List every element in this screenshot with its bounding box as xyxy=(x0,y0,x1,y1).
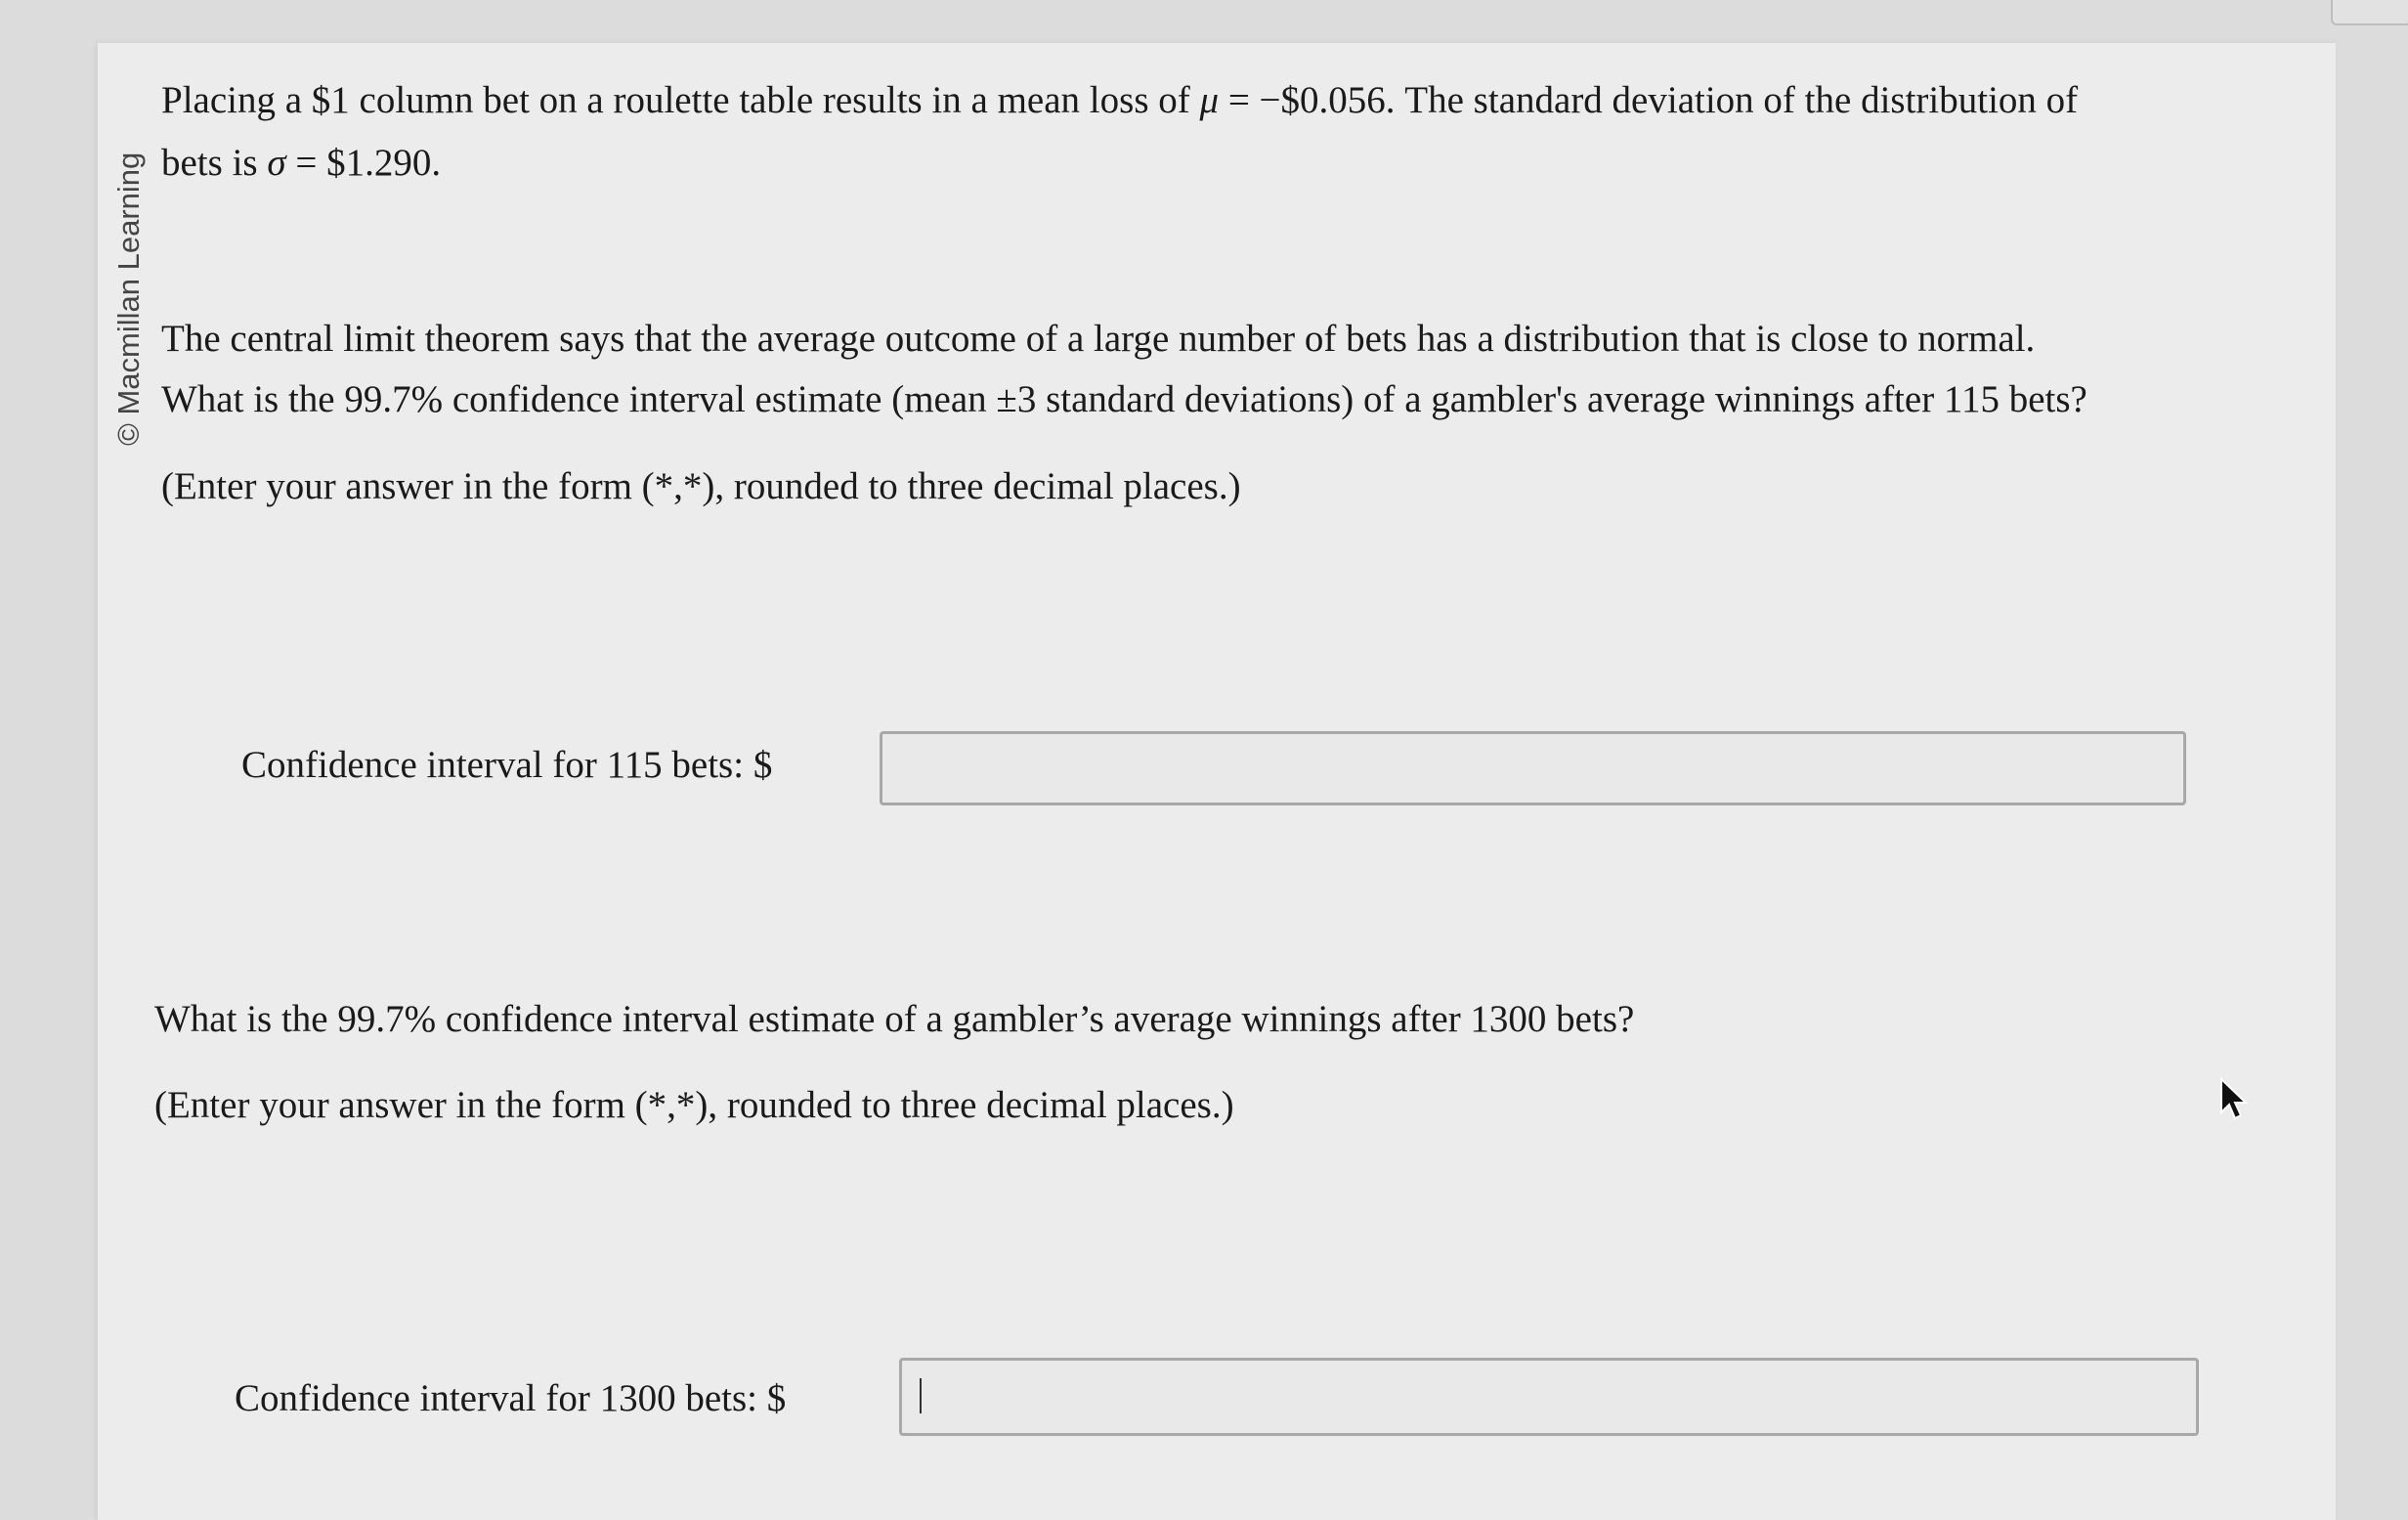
intro-line-2 xyxy=(161,133,441,194)
ci1300-input[interactable] xyxy=(899,1358,2199,1436)
text-caret xyxy=(920,1378,922,1413)
mu-symbol: μ xyxy=(1199,79,1220,121)
instruction-1: (Enter your answer in the form (*,*), rounded to three decimal places.) xyxy=(161,465,1241,507)
ci1300-label: Confidence interval for 1300 bets: $ xyxy=(235,1377,787,1419)
intro-line-1 xyxy=(161,70,2078,131)
instruction-2: (Enter your answer in the form (*,*), rounded to three decimal places.) xyxy=(154,1084,1234,1126)
intro-text-d: = $1.290. xyxy=(285,142,442,184)
window-edge xyxy=(2331,0,2408,25)
intro-text-b: = −$0.056. The standard deviation of the distribution of xyxy=(1219,79,2079,121)
question-2: What is the 99.7% confidence interval estimate of a gambler’s average winnings after 1300 bets? xyxy=(154,998,1635,1040)
intro-text-a: Placing a $1 column bet on a roulette table results in a mean loss of xyxy=(161,79,1200,121)
copyright-credit: © Macmillan Learning xyxy=(111,152,146,446)
intro-text-c: bets is xyxy=(161,142,268,184)
mouse-pointer-icon xyxy=(2214,1075,2253,1124)
ci115-input[interactable] xyxy=(880,731,2186,805)
clt-line-2: What is the 99.7% confidence interval estimate (mean ±3 standard deviations) of a gambler's average winnings after 115 bets? xyxy=(161,378,2087,420)
ci115-label: Confidence interval for 115 bets: $ xyxy=(241,744,773,786)
clt-line-1: The central limit theorem says that the average outcome of a large number of bets has a distribution that is close to normal. xyxy=(161,318,2036,360)
sigma-symbol: σ xyxy=(267,142,286,184)
